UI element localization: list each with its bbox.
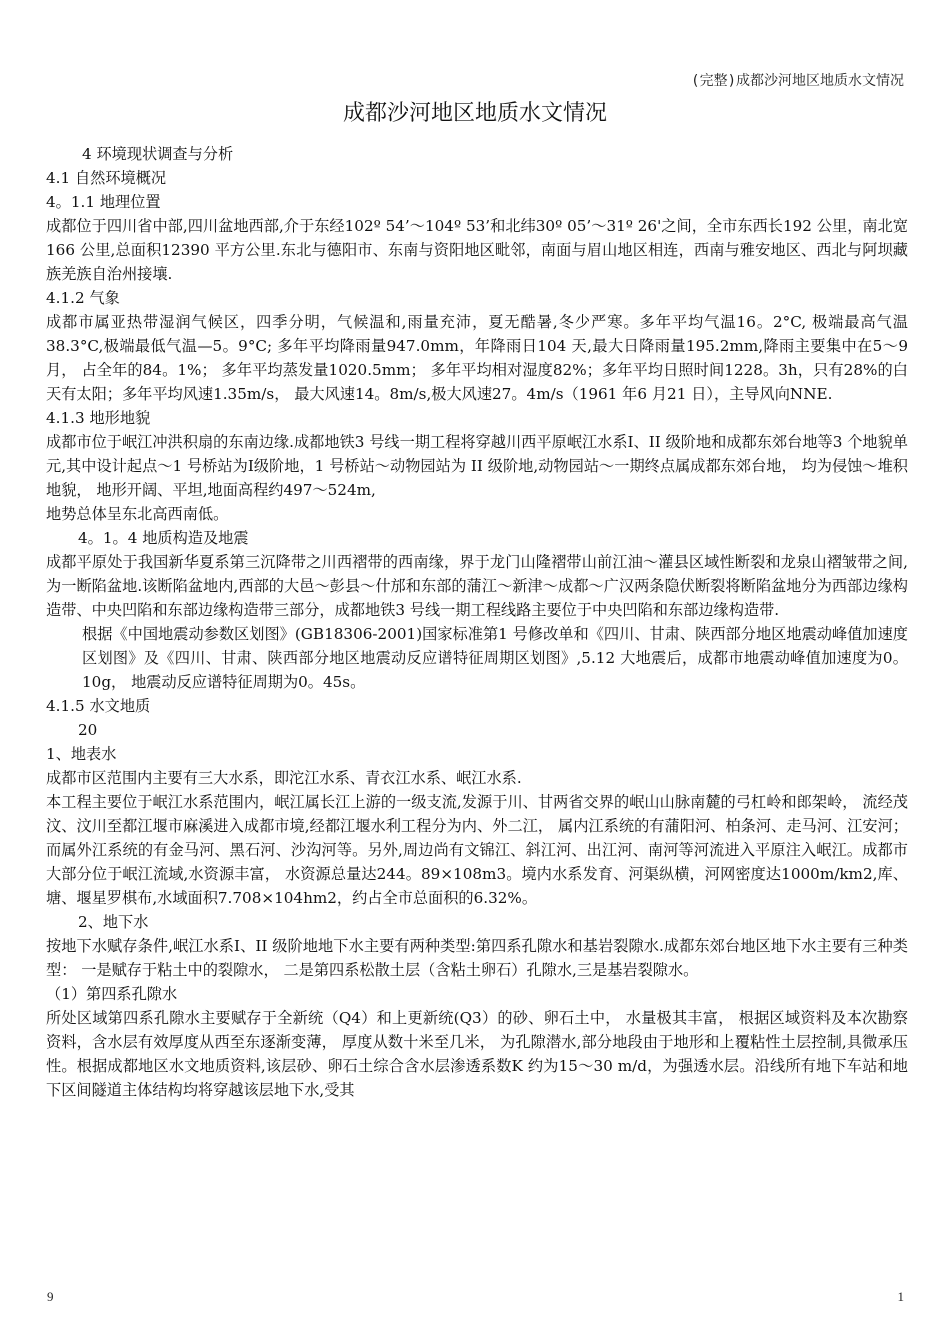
- paragraph: 4。1。4 地质构造及地震: [78, 529, 249, 547]
- paragraph: 2、地下水: [78, 913, 149, 931]
- paragraph: 所处区域第四系孔隙水主要赋存于全新统（Q4）和上更新统(Q3）的砂、卵石土中， 水量极其丰富， 根据区域资料及本次勘察资料，含水层有效厚度从西至东逐渐变薄， 厚度从数十米至几米， 为孔隙潜水,部分地段由于地形和上覆粘性土层控制,具微承压性。根据成都地区水文地质资料,该层砂、卵石土综合含水层渗透系数K 约为15～30 m/d，为强透水层。沿线所有地下车站和地下区间隧道主体结构均将穿越该层地下水,受其: [46, 1009, 908, 1099]
- paragraph: 4.1 自然环境概况: [46, 169, 167, 187]
- paragraph: 4.1.5 水文地质: [46, 697, 151, 715]
- document-body: [46, 142, 908, 1102]
- paragraph: 本工程主要位于岷江水系范围内，岷江属长江上游的一级支流,发源于川、甘两省交界的岷山山脉南麓的弓杠岭和郎架岭， 流经茂汶、汶川至都江堰市麻溪进入成都市境,经都江堰水利工程分为内、外二江， 属内江系统的有蒲阳河、柏条河、走马河、江安河；而属外江系统的有金马河、黑石河、沙沟河等。另外,周边尚有文锦江、斜江河、出江河、南河等河流进入平原注入岷江。成都市大部分位于岷江流域,水资源丰富， 水资源总量达244。89×108m3。境内水系发育、河渠纵横，河网密度达1000m/km2,库、塘、堰星罗棋布,水域面积7.708×104hm2，约占全市总面积的6.32%。: [46, 793, 908, 907]
- paragraph: 4.1.2 气象: [46, 289, 120, 307]
- paragraph: 成都市属亚热带湿润气候区，四季分明，气候温和,雨量充沛，夏无酷暑,冬少严寒。多年平均气温16。2°C, 极端最高气温38.3°C,极端最低气温—5。9°C; 多年平均降雨量947.0mm，年降雨日104 天,最大日降雨量195.2mm,降雨主要集中在5～9 月， 占全年的84。1%； 多年平均蒸发量1020.5mm； 多年平均相对湿度82%；多年平均日照时间1228。3h，只有28%的白天有太阳；多年平均风速1.35m/s， 最大风速14。8m/s,极大风速27。4m/s（1961 年6 月21 日），主导风向NNE.: [46, 313, 908, 403]
- paragraph: 4.1.3 地形地貌: [46, 409, 151, 427]
- paragraph: （1）第四系孔隙水: [46, 985, 178, 1003]
- footer-page-right: 1: [897, 1289, 904, 1304]
- paragraph: 根据《中国地震动参数区划图》(GB18306-2001)国家标准第1 号修改单和《四川、甘肃、陕西部分地区地震动峰值加速度区划图》及《四川、甘肃、陕西部分地区地震动反应谱特征周期区划图》,5.12 大地震后，成都市地震动峰值加速度为0。10g， 地震动反应谱特征周期为0。45s。: [82, 625, 908, 691]
- paragraph: 4 环境现状调查与分析: [82, 145, 234, 163]
- paragraph: 成都市位于岷江冲洪积扇的东南边缘.成都地铁3 号线一期工程将穿越川西平原岷江水系Ⅰ、II 级阶地和成都东郊台地等3 个地貌单元,其中设计起点～1 号桥站为Ⅰ级阶地，1 号桥站～动物园站为 II 级阶地,动物园站～一期终点属成都东郊台地， 均为侵蚀～堆积地貌， 地形开阔、平坦,地面高程约497～524m,: [46, 433, 908, 499]
- paragraph: 20: [78, 721, 98, 739]
- paragraph: 地势总体呈东北高西南低。: [46, 505, 229, 523]
- paragraph: 4。1.1 地理位置: [46, 193, 161, 211]
- paragraph: 按地下水赋存条件,岷江水系Ⅰ、II 级阶地地下水主要有两种类型:第四系孔隙水和基岩裂隙水.成都东郊台地区地下水主要有三种类型： 一是赋存于粘土中的裂隙水， 二是第四系松散土层（含粘土卵石）孔隙水,三是基岩裂隙水。: [46, 937, 908, 979]
- paragraph: 成都位于四川省中部,四川盆地西部,介于东经102º 54’～104º 53’和北纬30º 05’～31º 26'之间，全市东西长192 公里，南北宽166 公里,总面积12390 平方公里.东北与德阳市、东南与资阳地区毗邻，南面与眉山地区相连，西南与雅安地区、西北与阿坝藏族羌族自治州接壤.: [46, 217, 908, 283]
- paragraph: 成都平原处于我国新华夏系第三沉降带之川西褶带的西南缘，界于龙门山隆褶带山前江油～灌县区域性断裂和龙泉山褶皱带之间,为一断陷盆地.该断陷盆地内,西部的大邑～彭县～什邡和东部的蒲江～新津～成都～广汉两条隐伏断裂将断陷盆地分为西部边缘构造带、中央凹陷和东部边缘构造带三部分，成都地铁3 号线一期工程线路主要位于中央凹陷和东部边缘构造带.: [46, 553, 908, 619]
- paragraph: 成都市区范围内主要有三大水系，即沱江水系、青衣江水系、岷江水系.: [46, 769, 522, 787]
- paragraph: 1、地表水: [46, 745, 117, 763]
- document-title: 成都沙河地区地质水文情况: [342, 101, 607, 126]
- footer-page-left: 9: [47, 1289, 54, 1304]
- running-header: (完整)成都沙河地区地质水文情况: [691, 73, 904, 89]
